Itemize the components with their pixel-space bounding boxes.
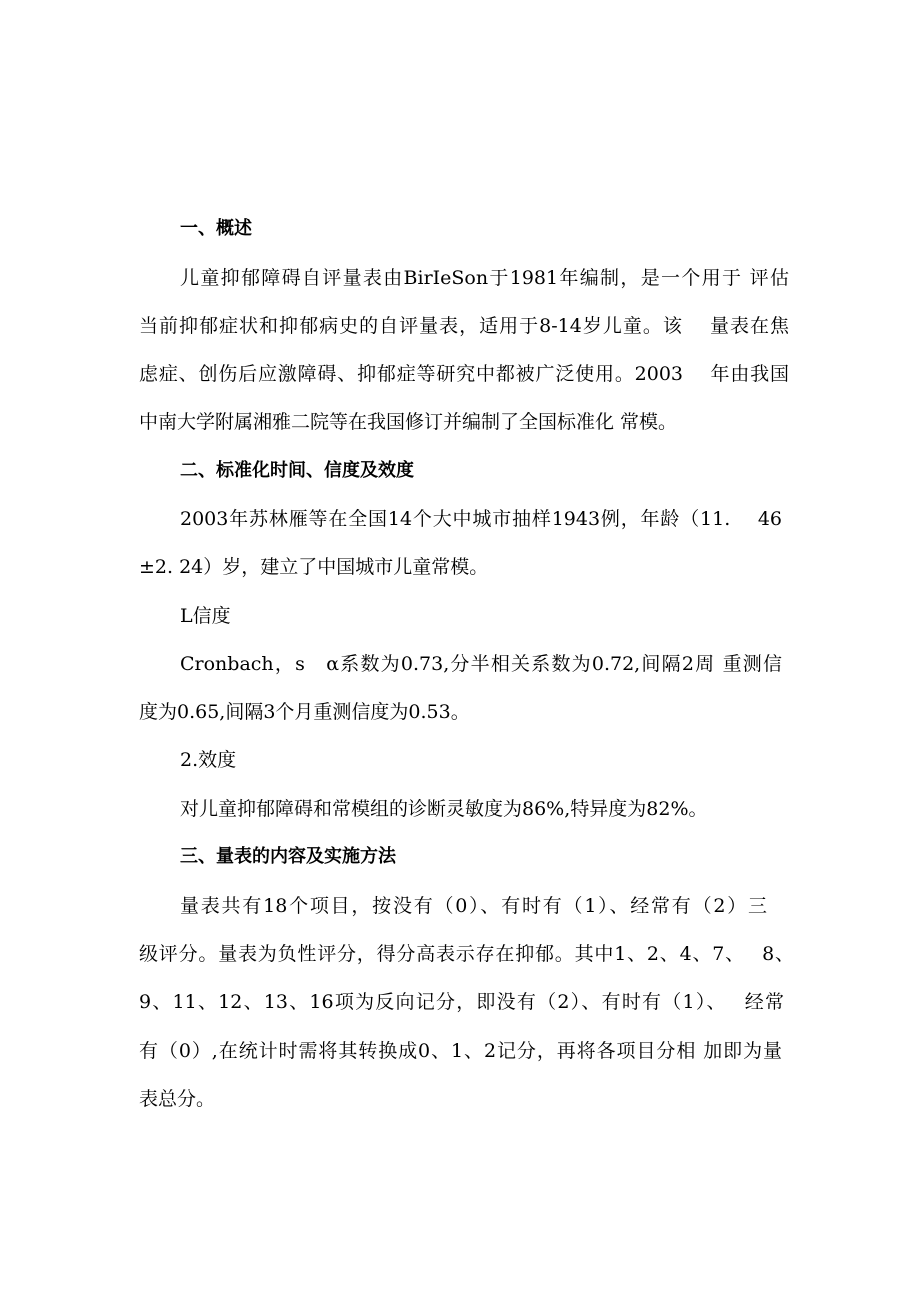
paragraph-line: Cronbach，s α系数为0.73,分半相关系数为0.72,间隔2周 重测信 [180, 653, 782, 675]
paragraph-line: 表总分。 [139, 1088, 216, 1110]
paragraph-line: 量表共有18个项目，按没有（0）、有时有（1）、经常有（2）三 [180, 895, 767, 917]
paragraph-line: 中南大学附属湘雅二院等在我国修订并编制了全国标准化 常模。 [139, 411, 678, 433]
subheading-reliability: L信度 [180, 605, 231, 627]
paragraph-line: 儿童抑郁障碍自评量表由BirIeSon于1981年编制，是一个用于 评估 [180, 267, 789, 289]
paragraph-line: 度为0.65,间隔3个月重测信度为0.53。 [139, 701, 470, 723]
paragraph-line: 有（0）,在统计时需将其转换成0、1、2记分，再将各项目分相 加即为量 [139, 1040, 782, 1062]
paragraph-line: ±2. 24）岁，建立了中国城市儿童常模。 [139, 556, 489, 578]
paragraph-line: 虑症、创伤后应激障碍、抑郁症等研究中都被广泛使用。2003 年由我国 [139, 363, 789, 385]
section-heading-content-method: 三、量表的内容及实施方法 [180, 846, 396, 867]
paragraph-line: 2003年苏林雁等在全国14个大中城市抽样1943例，年龄（11. 46 [180, 508, 782, 530]
paragraph-line: 级评分。量表为负性评分，得分高表示存在抑郁。其中1、2、4、7、 8、 [139, 943, 794, 965]
paragraph-line: 9、11、12、13、16项为反向记分，即没有（2）、有时有（1）、 经常 [139, 991, 784, 1013]
paragraph-line: 对儿童抑郁障碍和常模组的诊断灵敏度为86%,特异度为82%。 [180, 798, 708, 820]
subheading-validity: 2.效度 [180, 749, 237, 771]
section-heading-overview: 一、概述 [180, 218, 252, 239]
paragraph-line: 当前抑郁症状和抑郁病史的自评量表，适用于8-14岁儿童。该 量表在焦 [139, 315, 789, 337]
section-heading-standardization: 二、标准化时间、信度及效度 [180, 460, 414, 481]
